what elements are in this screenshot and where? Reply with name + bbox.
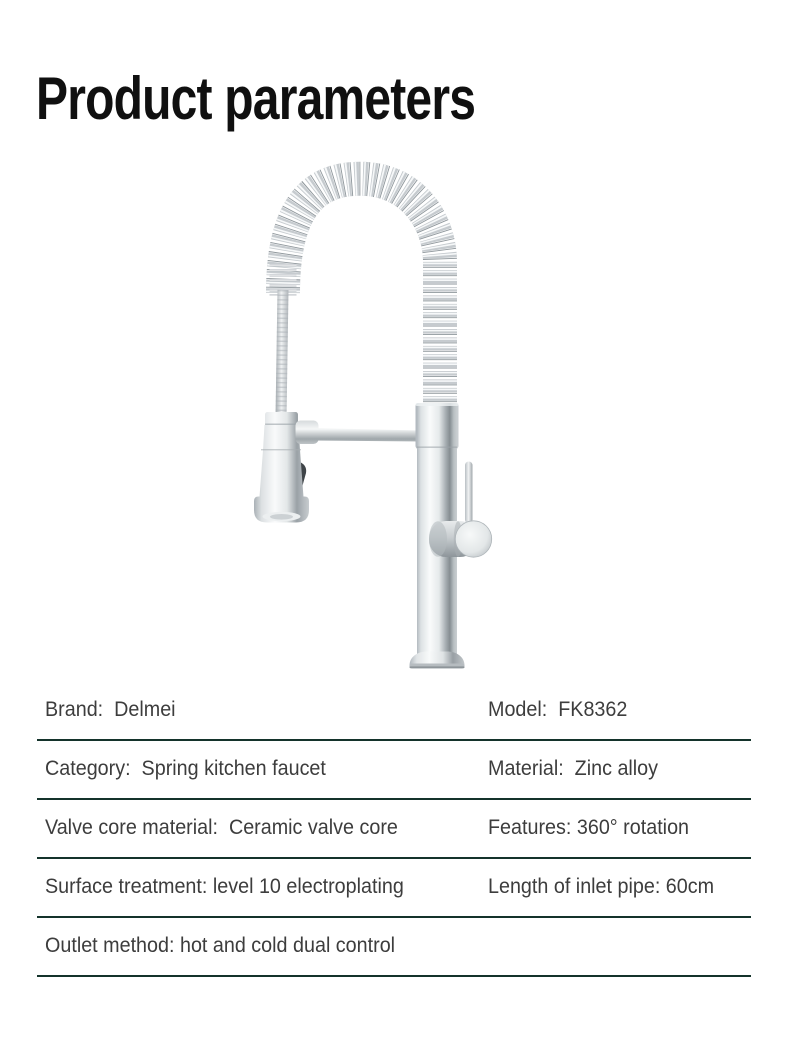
spec-surface-treatment: Surface treatment: level 10 electroplating: [45, 874, 404, 898]
faucet-base: [410, 652, 465, 669]
spec-row-category-material: [37, 741, 751, 800]
spec-brand: Brand: Delmei: [45, 697, 176, 721]
spec-row-surface-inletpipe: [37, 859, 751, 918]
product-image: [200, 160, 550, 680]
spec-material: Material: Zinc alloy: [488, 756, 659, 780]
spec-row-outlet-method: [37, 918, 751, 977]
pullout-hose: [281, 290, 283, 418]
spec-row-brand-model: [37, 682, 751, 741]
spec-features: Features: 360° rotation: [488, 815, 690, 839]
spec-model: Model: FK8362: [488, 697, 628, 721]
spec-inlet-pipe-length: Length of inlet pipe: 60cm: [488, 874, 715, 898]
spec-outlet-method: Outlet method: hot and cold dual control: [45, 933, 396, 957]
spring-coil: [283, 179, 440, 408]
page-title: Product parameters: [36, 65, 476, 132]
faucet-illustration: [200, 160, 550, 680]
spec-valve-core: Valve core material: Ceramic valve core: [45, 815, 398, 839]
support-arm: [296, 421, 432, 446]
spec-row-valvecore-features: [37, 800, 751, 859]
spec-table: [37, 682, 751, 977]
spec-category: Category: Spring kitchen faucet: [45, 756, 326, 780]
